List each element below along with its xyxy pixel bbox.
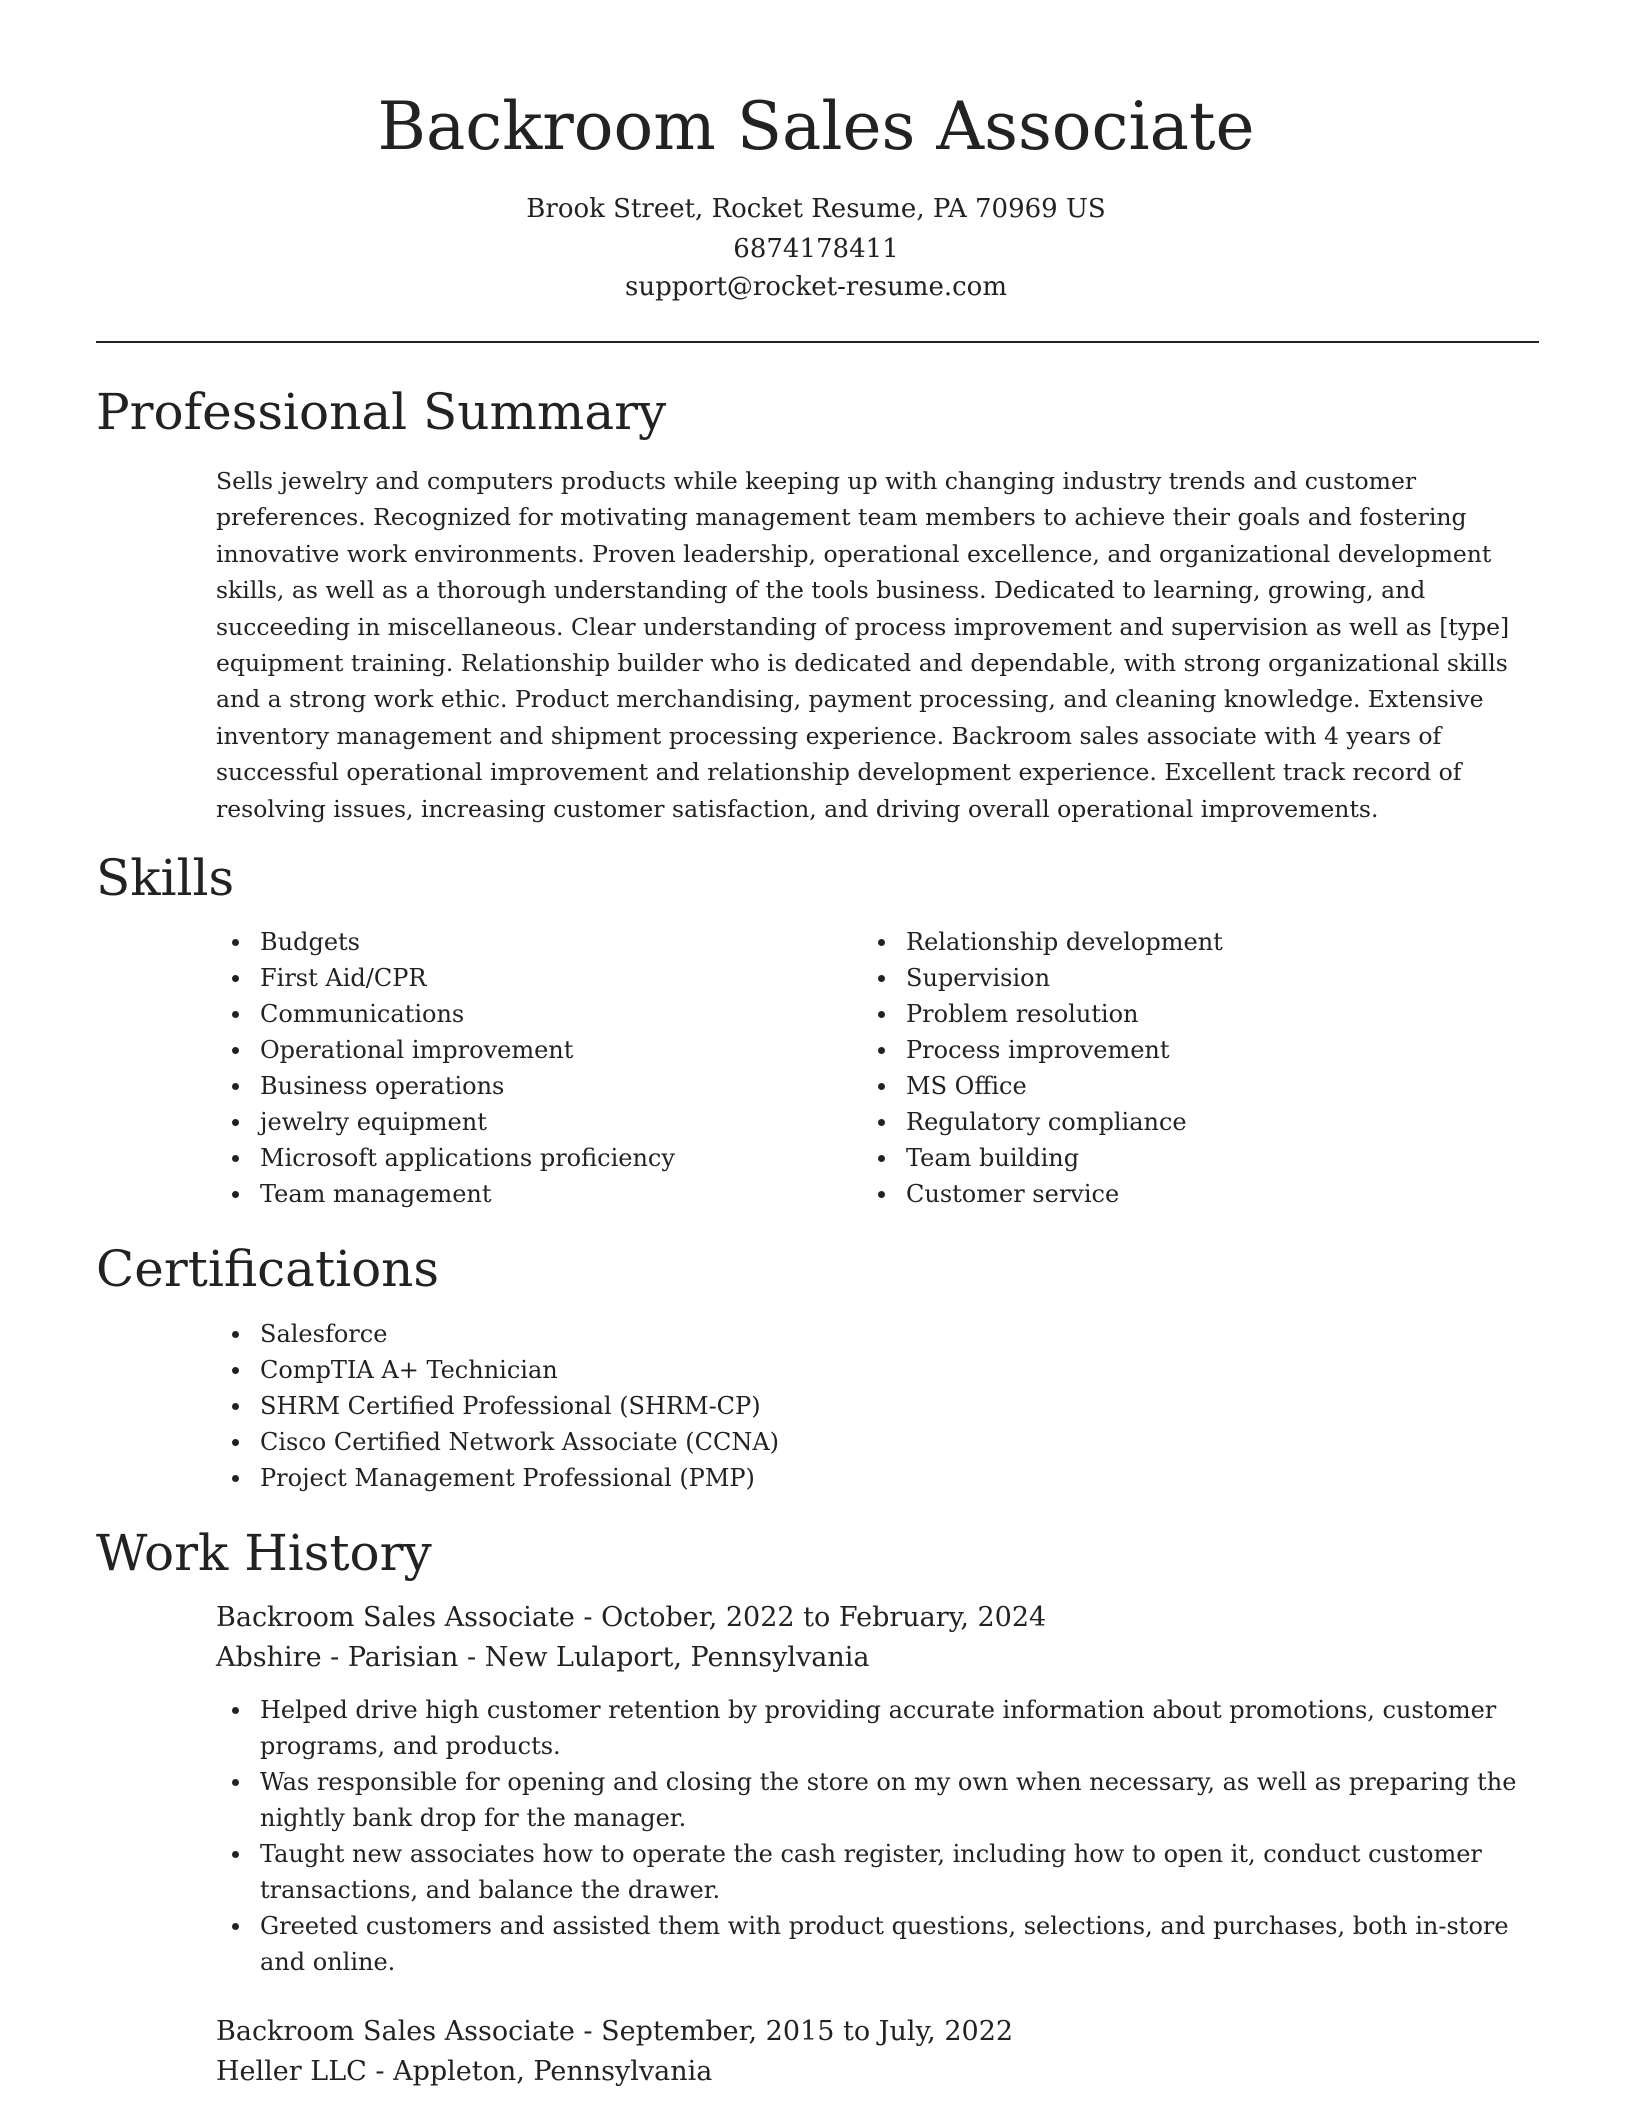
skill-item: Team management — [216, 1176, 816, 1212]
skill-item: jewelry equipment — [216, 1104, 816, 1140]
section-title-certifications: Certifications — [96, 1240, 440, 1298]
job-location: New Lulaport, Pennsylvania — [484, 1642, 870, 1673]
skill-item: Customer service — [862, 1176, 1462, 1212]
section-title-summary: Professional Summary — [96, 383, 667, 441]
job-1-duties — [216, 1692, 1546, 1980]
skill-item: Business operations — [216, 1068, 816, 1104]
job-title: Backroom Sales Associate — [216, 1602, 575, 1633]
certification-item: Project Management Professional (PMP) — [216, 1460, 1116, 1496]
skills-list-left — [216, 924, 816, 1212]
contact-email: support@rocket-resume.com — [624, 272, 1007, 302]
header-divider — [96, 341, 1539, 343]
job-2-heading: Backroom Sales Associate - September, 2015 to July, 2022 — [216, 2016, 1014, 2047]
skill-item: Communications — [216, 996, 816, 1032]
summary-text: Sells jewelry and computers products while keeping up with changing industry trends and customer preferences. Recognized for motivating management team members to achieve their goals and fostering innovative work environments. Proven leadership, operational excellence, and organizational development skills, as well as a thorough understanding of the tools business. Dedicated to learning, growing, and succeeding in miscellaneous. Clear understanding of process improvement and supervision as well as [type] equipment training. Relationship builder who is dedicated and dependable, with strong organizational skills and a strong work ethic. Product merchandising, payment processing, and cleaning knowledge. Extensive inventory management and shipment processing experience. Backroom sales associate with 4 years of successful operational improvement and relationship development experience. Excellent track record of resolving issues, increasing customer satisfaction, and driving overall operational improvements. — [216, 467, 1510, 823]
job-1-heading: Backroom Sales Associate - October, 2022 to February, 2024 — [216, 1602, 1047, 1633]
section-title-work-history: Work History — [96, 1524, 432, 1582]
contact-phone: 6874178411 — [733, 234, 899, 264]
employer-name: Heller LLC — [216, 2056, 367, 2087]
duty-item: Was responsible for opening and closing the store on my own when necessary, as well as preparing the nightly bank drop for the manager. — [216, 1764, 1546, 1836]
skill-item: Budgets — [216, 924, 816, 960]
job-1-employer-line: Abshire - Parisian - New Lulaport, Pennsylvania — [216, 1642, 870, 1673]
employer-name: Abshire - Parisian — [216, 1642, 459, 1673]
candidate-name: Backroom Sales Associate — [377, 88, 1255, 165]
certification-item: Salesforce — [216, 1316, 1116, 1352]
job-dates: September, 2015 to July, 2022 — [601, 2016, 1014, 2047]
certifications-list — [216, 1316, 1116, 1496]
job-location: Appleton, Pennsylvania — [393, 2056, 713, 2087]
skill-item: Microsoft applications proficiency — [216, 1140, 816, 1176]
skill-item: Process improvement — [862, 1032, 1462, 1068]
job-dates: October, 2022 to February, 2024 — [601, 1602, 1047, 1633]
skill-item: MS Office — [862, 1068, 1462, 1104]
duty-item: Greeted customers and assisted them with product questions, selections, and purchases, both in-store and online. — [216, 1908, 1546, 1980]
skill-item: Problem resolution — [862, 996, 1462, 1032]
skill-item: Relationship development — [862, 924, 1462, 960]
contact-address: Brook Street, Rocket Resume, PA 70969 US — [526, 194, 1106, 224]
skill-item: Supervision — [862, 960, 1462, 996]
duty-item: Taught new associates how to operate the cash register, including how to open it, conduct customer transactions, and balance the drawer. — [216, 1836, 1546, 1908]
job-2-employer-line: Heller LLC - Appleton, Pennsylvania — [216, 2056, 713, 2087]
certification-item: CompTIA A+ Technician — [216, 1352, 1116, 1388]
certification-item: Cisco Certified Network Associate (CCNA) — [216, 1424, 1116, 1460]
section-title-skills: Skills — [96, 849, 235, 907]
skill-item: Team building — [862, 1140, 1462, 1176]
skill-item: First Aid/CPR — [216, 960, 816, 996]
job-title: Backroom Sales Associate — [216, 2016, 575, 2047]
skills-list-right — [862, 924, 1462, 1212]
duty-item: Helped drive high customer retention by providing accurate information about promotions, customer programs, and products. — [216, 1692, 1546, 1764]
skill-item: Operational improvement — [216, 1032, 816, 1068]
skill-item: Regulatory compliance — [862, 1104, 1462, 1140]
certification-item: SHRM Certified Professional (SHRM-CP) — [216, 1388, 1116, 1424]
